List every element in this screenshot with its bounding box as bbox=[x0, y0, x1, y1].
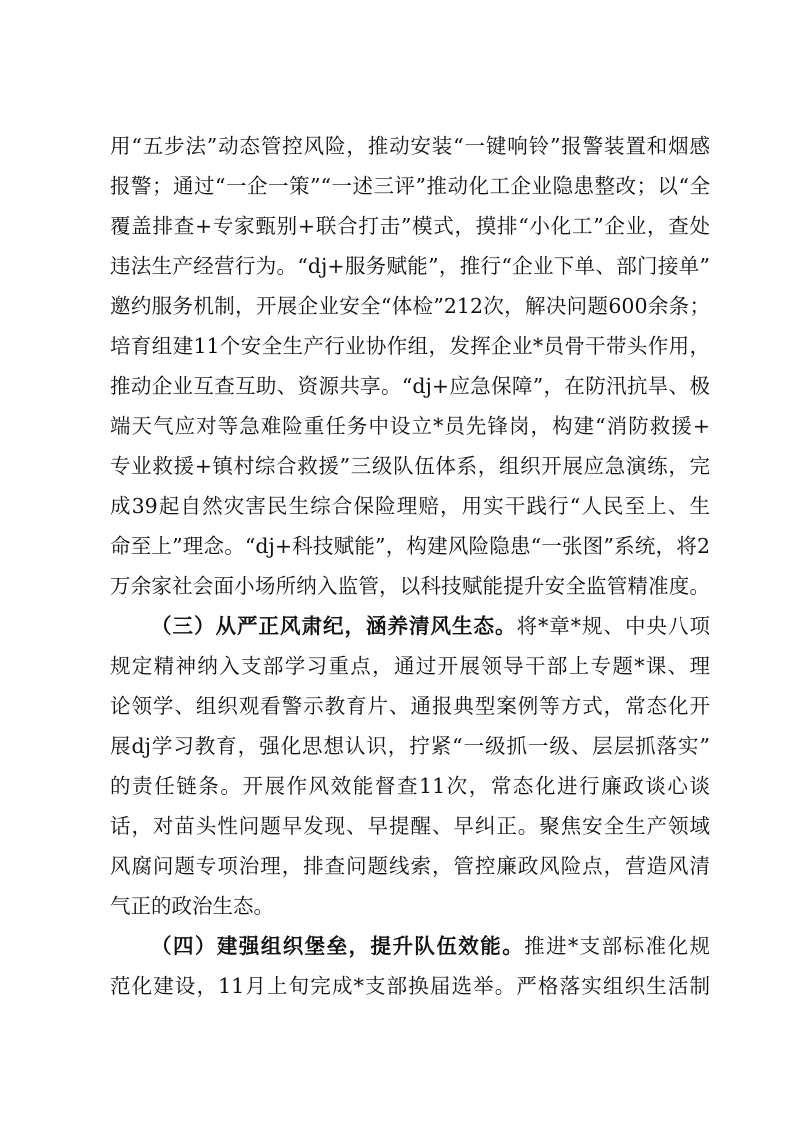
section-3-line: 话，对苗头性问题早发现、早提醒、早纠正。聚焦安全生产领域 bbox=[110, 814, 710, 838]
section-4-line: 范化建设，11月上旬完成*支部换届选举。严格落实组织生活制 bbox=[110, 974, 710, 998]
section-3-line: 气正的政治生态。 bbox=[110, 894, 274, 918]
paragraph-line: 专业救援+镇村综合救援”三级队伍体系，组织开展应急演练，完 bbox=[110, 454, 710, 478]
section-3-text: 将*章*规、中央八项 bbox=[516, 614, 710, 638]
section-3-line: 风腐问题专项治理，排查问题线索，管控廉政风险点，营造风清 bbox=[110, 854, 710, 878]
paragraph-line: 报警；通过“一企一策”“一述三评”推动化工企业隐患整改；以“全 bbox=[110, 174, 710, 198]
paragraph-line: 培育组建11个安全生产行业协作组，发挥企业*员骨干带头作用， bbox=[110, 334, 710, 358]
paragraph-line: 推动企业互查互助、资源共享。“dj+应急保障”，在防汛抗旱、极 bbox=[110, 374, 710, 398]
paragraph-line: 端天气应对等急难险重任务中设立*员先锋岗，构建“消防救援+ bbox=[110, 414, 710, 438]
section-3-line: 展dj学习教育，强化思想认识，拧紧“一级抓一级、层层抓落实” bbox=[110, 734, 710, 758]
section-4-heading: （四）建强组织堡垒，提升队伍效能。 bbox=[151, 934, 525, 958]
section-3-first-line bbox=[110, 606, 710, 646]
paragraph-line: 成39起自然灾害民生综合保险理赔，用实干践行“人民至上、生 bbox=[110, 494, 710, 518]
section-4-text: 推进*支部标准化规 bbox=[524, 934, 710, 958]
paragraph-line: 用“五步法”动态管控风险，推动安装“一键响铃”报警装置和烟感 bbox=[110, 134, 710, 158]
paragraph-line: 违法生产经营行为。“dj+服务赋能”，推行“企业下单、部门接单” bbox=[110, 254, 710, 278]
paragraph-line: 邀约服务机制，开展企业安全“体检”212次，解决问题600余条； bbox=[110, 294, 710, 318]
section-3-line: 规定精神纳入支部学习重点，通过开展领导干部上专题*课、理 bbox=[110, 654, 710, 678]
document-body bbox=[110, 126, 710, 1006]
paragraph-line: 覆盖排查+专家甄别+联合打击”模式，摸排“小化工”企业，查处 bbox=[110, 214, 710, 238]
paragraph-line: 万余家社会面小场所纳入监管，以科技赋能提升安全监管精准度。 bbox=[110, 574, 710, 598]
section-3-line: 论领学、组织观看警示教育片、通报典型案例等方式，常态化开 bbox=[110, 694, 710, 718]
section-3-line: 的责任链条。开展作风效能督查11次，常态化进行廉政谈心谈 bbox=[110, 774, 710, 798]
section-3-heading: （三）从严正风肃纪，涵养清风生态。 bbox=[151, 614, 517, 638]
section-4-first-line bbox=[110, 926, 710, 966]
paragraph-line: 命至上”理念。“dj+科技赋能”，构建风险隐患“一张图”系统，将2 bbox=[110, 534, 710, 558]
